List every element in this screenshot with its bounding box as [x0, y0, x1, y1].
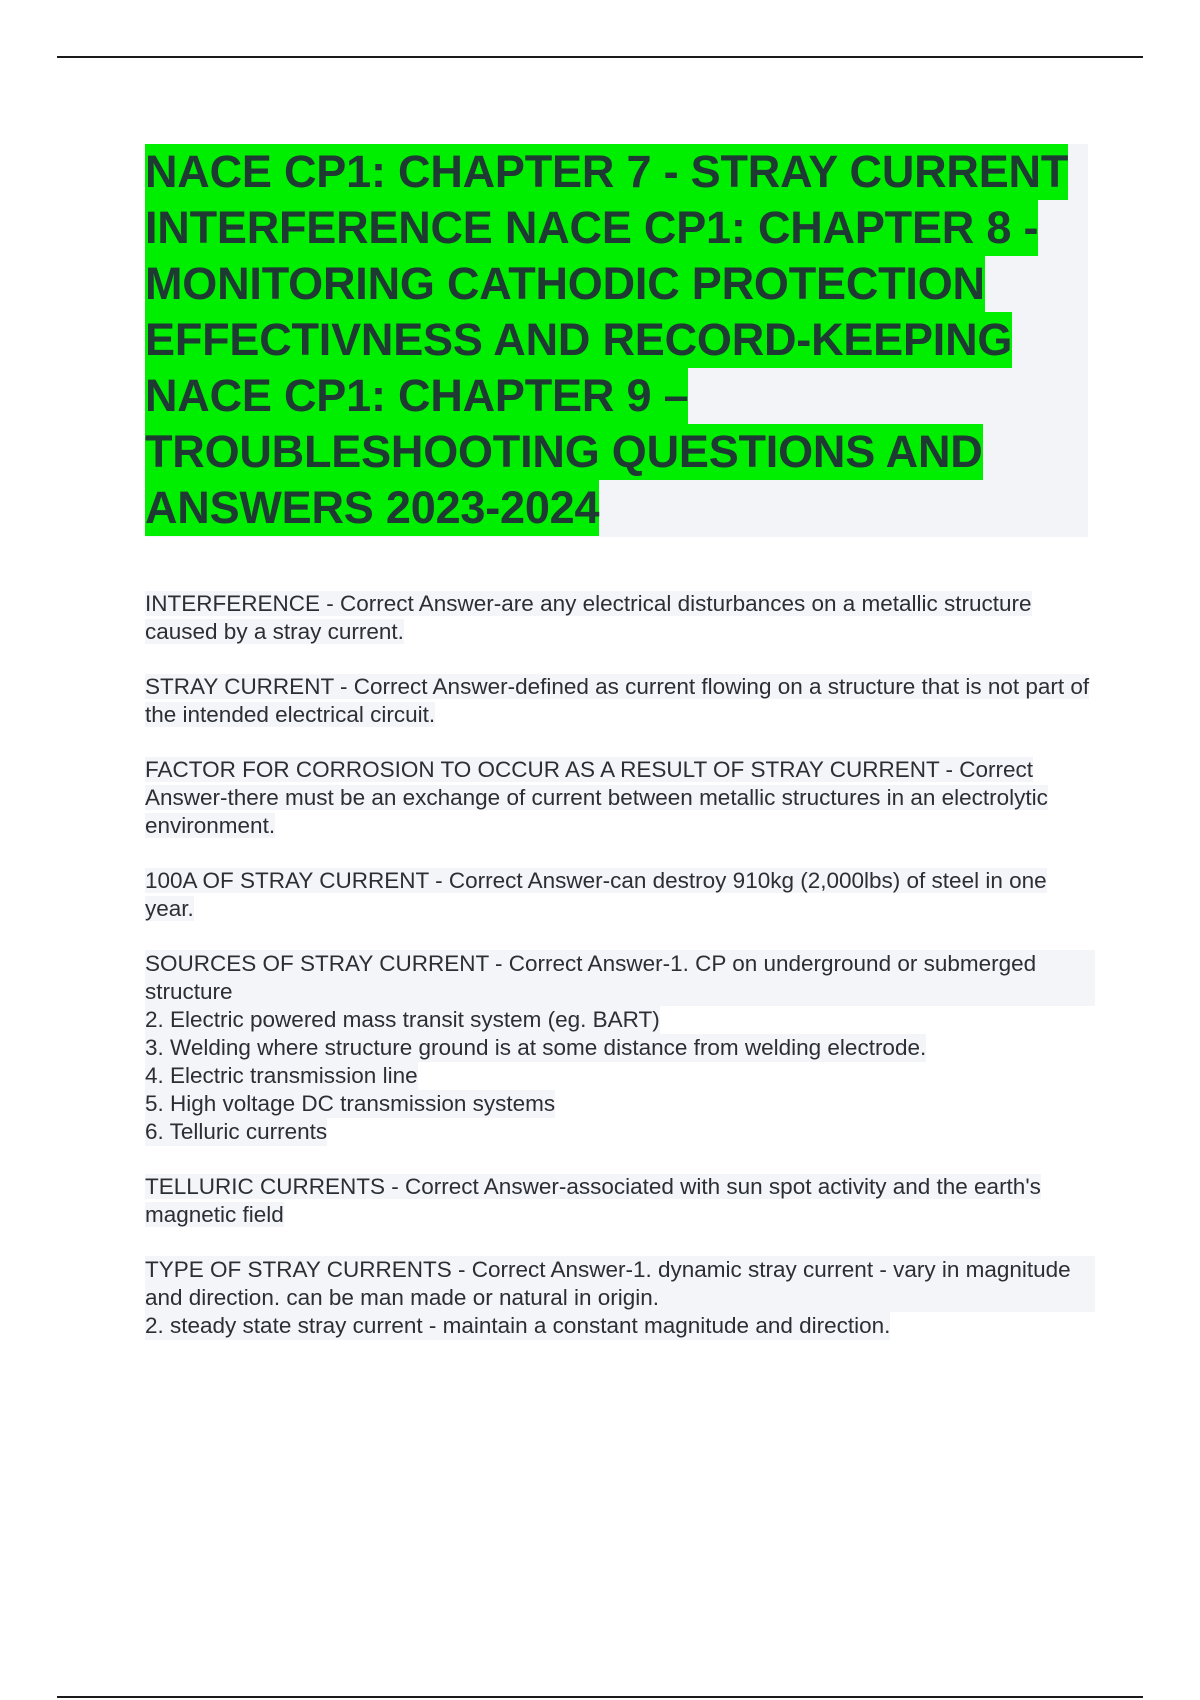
qa-list-line: 6. Telluric currents — [145, 1119, 328, 1144]
qa-list-line: 2. Electric powered mass transit system (eg. BART) — [145, 1007, 660, 1032]
top-rule — [57, 56, 1143, 58]
qa-text: TELLURIC CURRENTS - Correct Answer-associated with sun spot activity and the earth's magnetic field — [145, 1174, 1041, 1227]
bottom-rule — [57, 1696, 1143, 1698]
qa-list-line: 4. Electric transmission line — [145, 1063, 418, 1088]
qa-list — [145, 590, 1095, 1367]
qa-list-line: 3. Welding where structure ground is at some distance from welding electrode. — [145, 1035, 927, 1060]
qa-list-line: 2. steady state stray current - maintain a constant magnitude and direction. — [145, 1313, 891, 1338]
qa-item-interference — [145, 590, 1095, 646]
title-highlight: NACE CP1: CHAPTER 7 - STRAY CURRENT INTERFERENCE NACE CP1: CHAPTER 8 - MONITORING CATHODIC PROTECTION EFFECTIVNESS AND RECORD-KEEPING NACE CP1: CHAPTER 9 – TROUBLESHOOTING QUESTIONS AND ANSWERS 2023-2024 — [145, 144, 1068, 536]
title-block — [145, 144, 1088, 537]
qa-text: TYPE OF STRAY CURRENTS - Correct Answer-1. dynamic stray current - vary in magnitude and direction. can be man made or natural in origin. — [145, 1256, 1095, 1312]
qa-item-stray-current — [145, 673, 1095, 729]
qa-text: INTERFERENCE - Correct Answer-are any electrical disturbances on a metallic structure caused by a stray current. — [145, 591, 1032, 644]
qa-item-telluric — [145, 1173, 1095, 1229]
qa-item-corrosion-factor — [145, 756, 1095, 840]
qa-text: SOURCES OF STRAY CURRENT - Correct Answer-1. CP on underground or submerged structure — [145, 950, 1095, 1006]
qa-item-100a — [145, 867, 1095, 923]
qa-list-line: 5. High voltage DC transmission systems — [145, 1091, 556, 1116]
document-title — [145, 144, 1088, 536]
qa-text: 100A OF STRAY CURRENT - Correct Answer-can destroy 910kg (2,000lbs) of steel in one year. — [145, 868, 1047, 921]
qa-item-sources — [145, 950, 1095, 1146]
qa-text: STRAY CURRENT - Correct Answer-defined as current flowing on a structure that is not part of the intended electrical circuit. — [145, 674, 1090, 727]
qa-text: FACTOR FOR CORROSION TO OCCUR AS A RESULT OF STRAY CURRENT - Correct Answer-there must be an exchange of current between metallic structures in an electrolytic environment. — [145, 757, 1048, 838]
qa-item-types — [145, 1256, 1095, 1340]
